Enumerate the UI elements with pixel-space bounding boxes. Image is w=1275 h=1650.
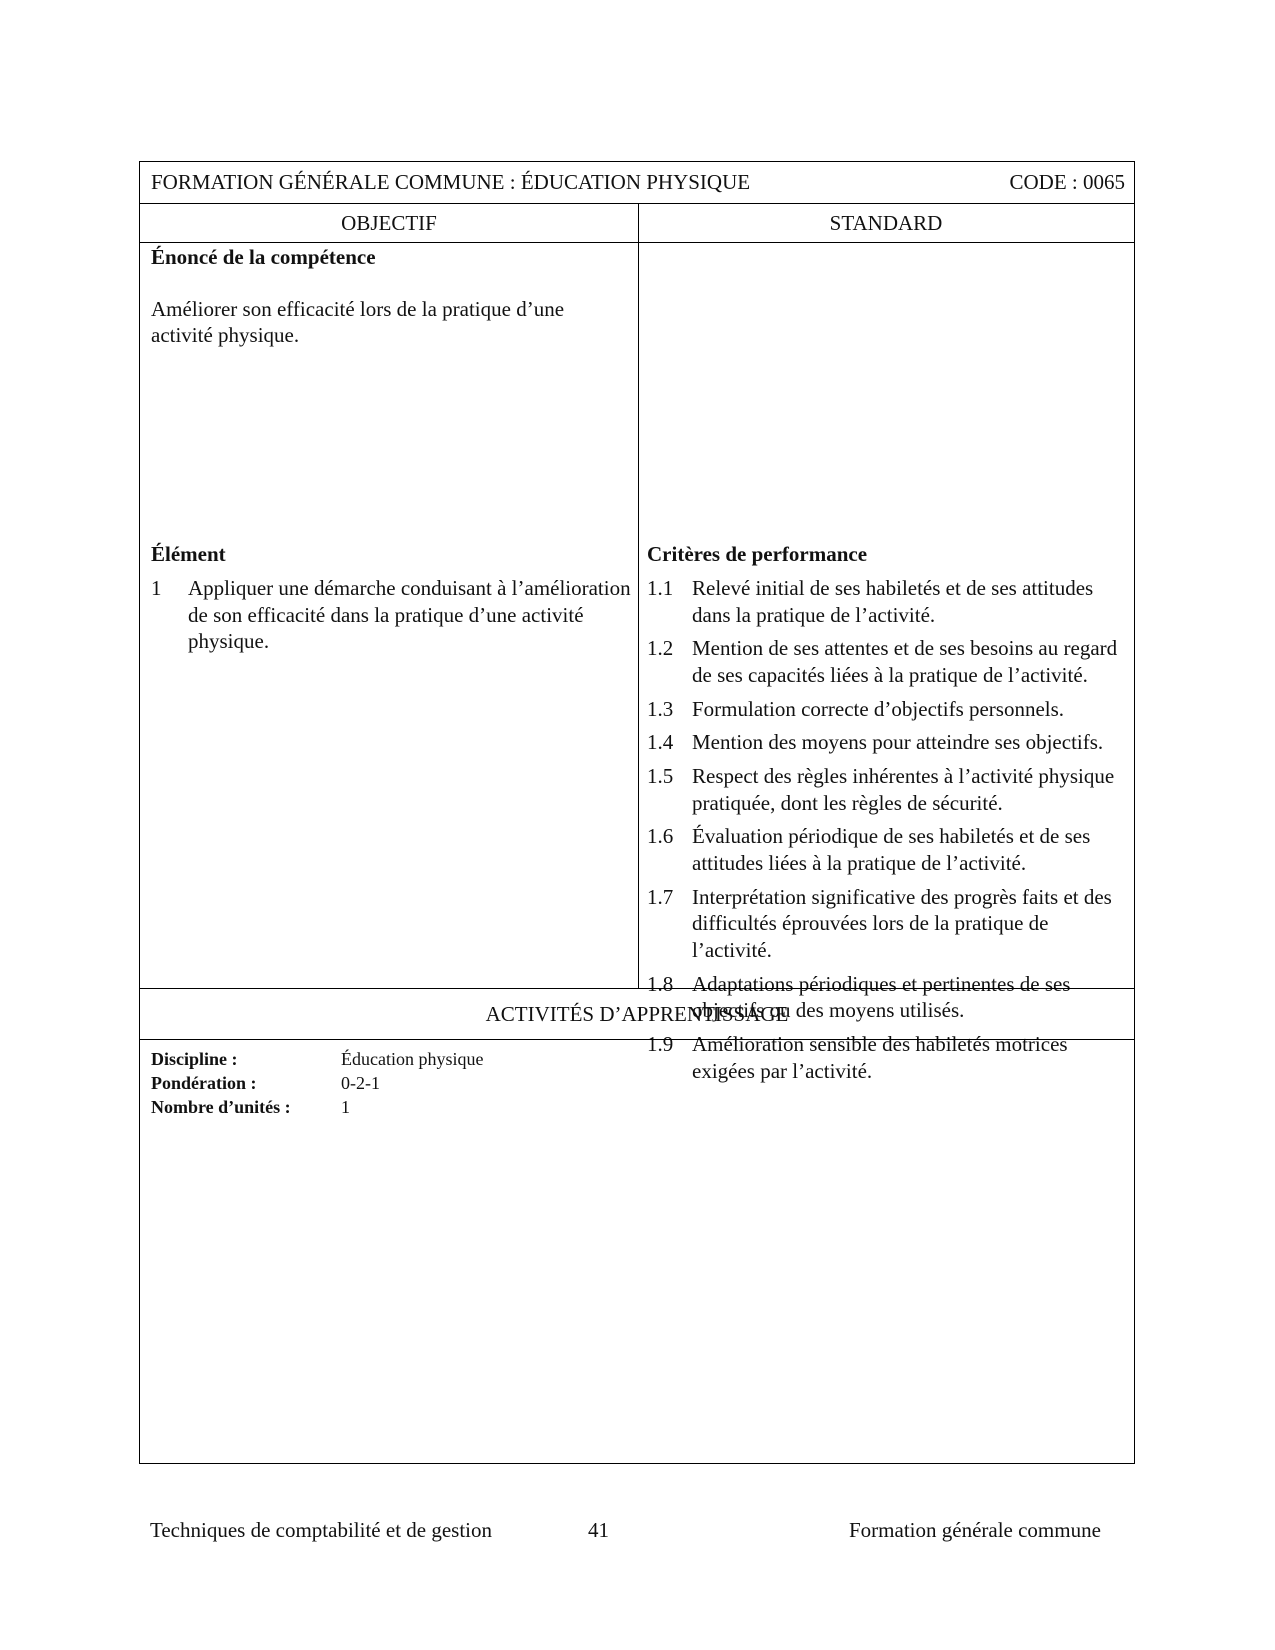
course-code: CODE : 0065 <box>1009 170 1125 194</box>
competency-table <box>139 161 1135 1464</box>
activites-title: ACTIVITÉS D’APPRENTISSAGE <box>485 1002 789 1026</box>
standard-header: STANDARD <box>829 211 943 235</box>
criterion-number: 1.3 <box>647 696 674 721</box>
element-number: 1 <box>151 576 162 600</box>
element-item <box>151 575 631 655</box>
unites-label: Nombre d’unités : <box>151 1097 291 1117</box>
criterion-number: 1.9 <box>647 1031 674 1056</box>
ponderation-value: 0-2-1 <box>341 1073 380 1093</box>
criterion-number: 1.1 <box>647 576 674 600</box>
criterion-text: Amélioration sensible des habiletés motrices exigées par l’activité. <box>692 1031 1068 1083</box>
criterion-number: 1.2 <box>647 636 674 661</box>
objectif-column <box>151 243 631 654</box>
column-header-row <box>140 204 1134 243</box>
criteria-label: Critères de performance <box>647 542 868 566</box>
criterion-text: Interprétation significative des progrès faits et des difficultés éprouvées lors de la pratique de l’activité. <box>692 884 1112 962</box>
activites-header <box>140 988 1134 1040</box>
element-label: Élément <box>151 542 226 566</box>
page-number: 41 <box>588 1518 609 1542</box>
criterion-text: Mention des moyens pour atteindre ses objectifs. <box>692 730 1104 755</box>
title-row <box>140 162 1134 204</box>
criterion-item <box>647 884 1132 964</box>
criterion-number: 1.4 <box>647 730 674 755</box>
footer-section: Formation générale commune <box>849 1518 1101 1542</box>
criterion-item <box>647 696 1132 723</box>
criterion-item <box>647 763 1132 816</box>
criterion-item <box>647 575 1132 628</box>
criterion-text: Évaluation périodique de ses habiletés et de ses attitudes liées à la pratique de l’activité. <box>692 824 1091 875</box>
criterion-text: Mention de ses attentes et de ses besoins au regard de ses capacités liées à la pratique de l’activité. <box>692 636 1118 687</box>
element-text: Appliquer une démarche conduisant à l’amélioration de son efficacité dans la pratique d’une activité physique. <box>188 576 631 654</box>
column-divider <box>638 204 639 988</box>
criterion-text: Adaptations périodiques et pertinentes de ses objectifs ou des moyens utilisés. <box>692 971 1071 1023</box>
unites-value: 1 <box>341 1097 350 1117</box>
criterion-item <box>647 823 1132 876</box>
enonce-text: Améliorer son efficacité lors de la pratique d’une activité physique. <box>151 296 565 348</box>
criterion-number: 1.8 <box>647 971 674 996</box>
enonce-label: Énoncé de la compétence <box>151 245 376 269</box>
discipline-label: Discipline : <box>151 1049 238 1069</box>
criterion-text: Respect des règles inhérentes à l’activité physique pratiquée, dont les règles de sécurité. <box>692 763 1115 815</box>
ponderation-label: Pondération : <box>151 1073 257 1093</box>
footer-program: Techniques de comptabilité et de gestion <box>150 1518 493 1542</box>
criterion-item <box>647 729 1132 756</box>
criterion-number: 1.5 <box>647 763 674 788</box>
criterion-text: Formulation correcte d’objectifs personnels. <box>692 696 1065 721</box>
program-title: FORMATION GÉNÉRALE COMMUNE : ÉDUCATION PHYSIQUE <box>151 170 751 194</box>
criterion-number: 1.6 <box>647 824 674 849</box>
criterion-number: 1.7 <box>647 884 674 909</box>
objectif-header: OBJECTIF <box>341 211 437 235</box>
criterion-text: Relevé initial de ses habiletés et de ses attitudes dans la pratique de l’activité. <box>692 576 1094 627</box>
criterion-item <box>647 635 1132 688</box>
discipline-value: Éducation physique <box>341 1049 484 1069</box>
